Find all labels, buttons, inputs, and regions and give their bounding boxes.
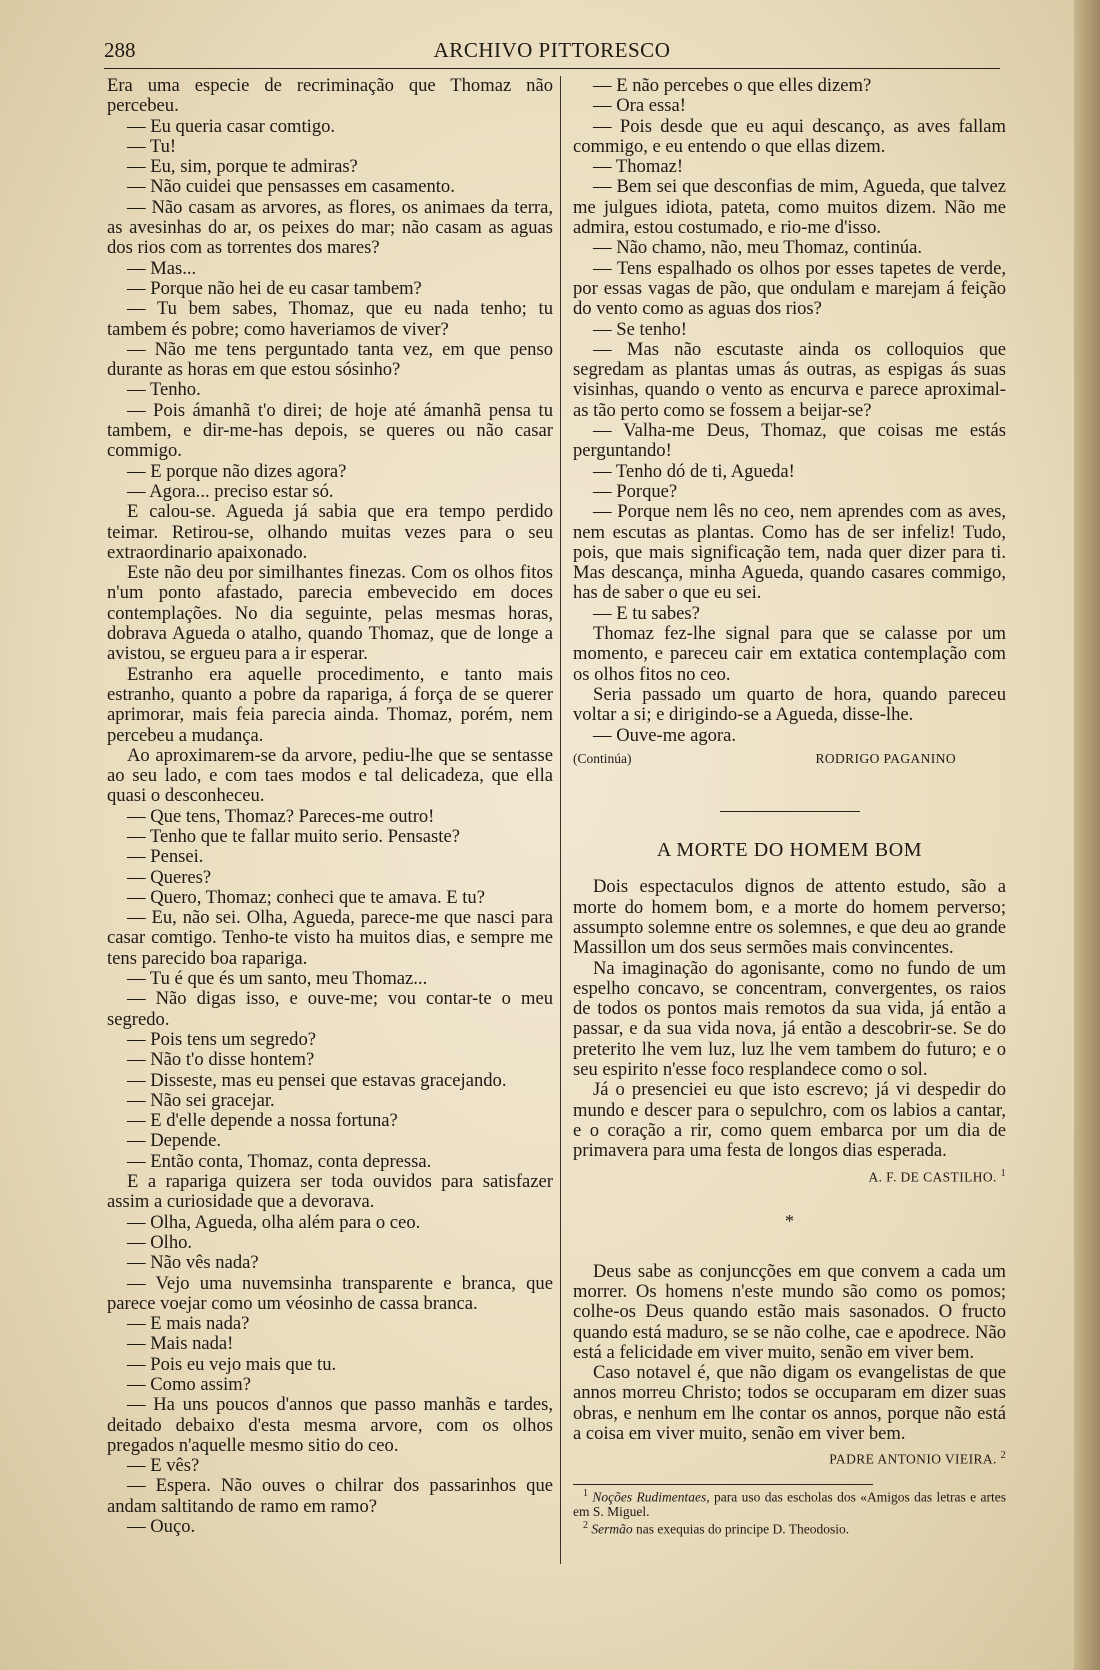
- page-edge: [1074, 0, 1100, 1670]
- left-column: [107, 76, 553, 1537]
- article-paragraph: Dois espectaculos dignos de attento estudo, são a morte do homem bom, e a morte do homem perverso; assumpto solemne entre os solemnes, e que deu ao grande Massillon um dos seus sermões mais convincentes.: [573, 876, 1006, 959]
- column-divider: [560, 76, 561, 1564]
- paragraph: — Não cuidei que pensasses em casamento.: [127, 176, 455, 198]
- article-title: A MORTE DO HOMEM BOM: [656, 839, 923, 862]
- paragraph: Estranho era aquelle procedimento, e tanto mais estranho, quanto a pobre da rapariga, á força de se querer aprimorar, mais feia parecia ainda. Thomaz, porém, nem percebeu a mudança.: [107, 663, 553, 746]
- section-separator: [720, 811, 860, 812]
- asterisk-divider: *: [785, 1211, 794, 1232]
- continued-note: (Continúa): [573, 750, 632, 766]
- paragraph: — Não vês nada?: [127, 1252, 259, 1274]
- paragraph: — Quero, Thomaz; conheci que te amava. E tu?: [127, 886, 485, 908]
- article-paragraph: Deus sabe as conjuncções em que convem a cada um morrer. Os homens n'este mundo são como os pomos; colhe-os Deus quando estão mais sasonados. O fructo quando está maduro, se se não colhe, cae e apodrece. Não está a felicidade em viver muito, senão em viver bem.: [573, 1260, 1006, 1363]
- paragraph: — Tu!: [127, 135, 177, 157]
- right-column: [573, 76, 1006, 1536]
- paragraph: — Se tenho!: [593, 318, 687, 340]
- paragraph: — Depende.: [127, 1130, 221, 1152]
- paragraph: E calou-se. Agueda já sabia que era tempo perdido teimar. Retirou-se, olhando muitas vezes para o seu extraordinario apaixonado.: [107, 501, 553, 563]
- paragraph: Este não deu por similhantes finezas. Com os olhos fitos n'um ponto afastado, parecia embevecido em doces contemplações. No dia seguinte, pelas mesmas horas, dobrava Agueda o atalho, quando Thomaz, que de longe a avistou, se ergueu para a ir esperar.: [107, 562, 553, 665]
- paragraph: — Que tens, Thomaz? Pareces-me outro!: [127, 805, 435, 827]
- paragraph: — E tu sabes?: [593, 602, 700, 624]
- paragraph: — Eu, não sei. Olha, Agueda, parece-me que nasci para casar comtigo. Tenho-te visto ha muitos dias, e sempre me tens parecido boa rapariga.: [107, 907, 553, 969]
- paragraph: — Pois eu vejo mais que tu.: [127, 1353, 337, 1375]
- paragraph: — Ouço.: [127, 1516, 196, 1538]
- paragraph: E a rapariga quizera ser toda ouvidos para satisfazer assim a curiosidade que a devorava.: [107, 1171, 553, 1213]
- paragraph: — Mas não escutaste ainda os colloquios que segredam as plantas umas ás outras, as espigas ás suas visinhas, quando o vento as encurva e parece aproximal-as tão perto como se fossem a beijar-se?: [573, 338, 1006, 421]
- paragraph: — Bem sei que desconfias de mim, Agueda, que talvez me julgues idiota, pateta, como muitos dizem. Não me admira, estou costumado, e rio-me d'isso.: [573, 176, 1006, 239]
- paragraph: — Disseste, mas eu pensei que estavas gracejando.: [127, 1069, 507, 1091]
- article-paragraphs-2: [573, 1262, 1006, 1363]
- paragraph: — Tens espalhado os olhos por esses tapetes de verde, por essas vagas de pão, que ondulam e marejam á feição do vento como as aguas dos rios?: [573, 257, 1006, 320]
- footnote: $^2$ Sermão nas exequias do principe D. Theodosio.: [583, 1519, 850, 1537]
- footnotes: [573, 1487, 1006, 1536]
- paragraph: Thomaz fez-lhe signal para que se calasse por um momento, e pareceu cair em extatica contemplação com os olhos fitos no ceo.: [573, 623, 1006, 685]
- paragraph: — E porque não dizes agora?: [127, 460, 347, 482]
- story-continuation: [573, 76, 1006, 746]
- paragraph: — Como assim?: [127, 1374, 251, 1395]
- footnote: $^1$ Noções Rudimentaes, para uso das escholas dos «Amigos das letras e artes em S. Miguel.: [573, 1488, 1006, 1519]
- paragraph: — Queres?: [127, 866, 212, 888]
- paragraph: — Tu bem sabes, Thomaz, que eu nada tenho; tu tambem és pobre; como haveriamos de viver?: [107, 298, 553, 340]
- paragraph: — Agora... preciso estar só.: [127, 480, 334, 502]
- paragraph: — Porque?: [593, 480, 678, 502]
- page-header: [104, 36, 1000, 69]
- paragraph: — Não t'o disse hontem?: [127, 1049, 315, 1071]
- paragraph: — Não chamo, não, meu Thomaz, continúa.: [593, 237, 923, 259]
- paragraph: — Valha-me Deus, Thomaz, que coisas me estás perguntando!: [573, 420, 1006, 462]
- paragraph: — E vês?: [127, 1455, 200, 1477]
- page-number: 288: [104, 38, 136, 62]
- paragraph: — Olho.: [127, 1231, 193, 1253]
- paragraph: — Pois ámanhã t'o direi; de hoje até ámanhã pensa tu tambem, e dir-me-has depois, se queres ou não casar commigo.: [107, 399, 553, 462]
- paragraph: — E não percebes o que elles dizem?: [593, 75, 872, 96]
- story-author: RODRIGO PAGANINO: [815, 750, 956, 766]
- paragraph: — Eu queria casar comtigo.: [127, 115, 336, 137]
- paragraph: — Ora essa!: [593, 95, 686, 117]
- paragraph: — Mais nada!: [127, 1333, 234, 1355]
- article-paragraph: Na imaginação do agonisante, como no fundo de um espelho concavo, se concentram, convergentes, os raios de todos os pontos mais remotos da sua vida, já então a passar, e da sua vida nova, já então a descobrir-se. Se do preterito lhe vem luz, luz lhe vem tambem do futuro; e o seu espirito n'esse foco resplandece como o sol.: [573, 957, 1006, 1081]
- paragraph: — E d'elle depende a nossa fortuna?: [127, 1110, 398, 1132]
- paragraph: — Não digas isso, e ouve-me; vou contar-te o meu segredo.: [107, 988, 553, 1030]
- running-title: ARCHIVO PITTORESCO: [433, 38, 671, 62]
- paragraph: — Thomaz!: [593, 156, 684, 178]
- article-paragraph-with-author-2: Caso notavel é, que não digam os evangelistas de que annos morreu Christo; todos se occuparam em dizer suas obras, e nenhum em lhe contar os annos, porque não está a coisa em viver muito, senão em viver bem. PADRE ANTONIO VIEIRA. $^2$: [573, 1363, 1006, 1444]
- paragraph: — Pois desde que eu aqui descanço, as aves fallam commigo, e eu entendo o que ellas dizem.: [573, 115, 1006, 157]
- paragraph: — Eu, sim, porque te admiras?: [127, 156, 358, 178]
- paragraph: — Porque não hei de eu casar tambem?: [127, 277, 422, 299]
- paragraph: — Não me tens perguntado tanta vez, em que penso durante as horas em que estou sósinho?: [107, 338, 553, 381]
- article-paragraphs-1: [573, 877, 1006, 1080]
- paragraph: — Não casam as arvores, as flores, os animaes da terra, as avesinhas do ar, os peixes do mar; não casam as aguas dos rios com as torrentes dos mares?: [107, 196, 553, 259]
- paragraph: — Tenho.: [127, 379, 201, 401]
- paragraph: — Ouve-me agora.: [593, 724, 737, 746]
- paragraph: — Olha, Agueda, olha além para o ceo.: [127, 1211, 421, 1233]
- paragraph: — Espera. Não ouves o chilrar dos passarinhos que andam saltitando de ramo em ramo?: [107, 1475, 553, 1517]
- paragraph: — Pois tens um segredo?: [127, 1028, 317, 1050]
- quote-author-castilho: A. F. DE CASTILHO. $^1$: [868, 1167, 1006, 1185]
- paragraph: — Tu é que és um santo, meu Thomaz...: [127, 968, 428, 990]
- paragraph: — Então conta, Thomaz, conta depressa.: [127, 1150, 432, 1172]
- paragraph: Seria passado um quarto de hora, quando pareceu voltar a si; e dirigindo-se a Agueda, disse-lhe.: [573, 683, 1006, 726]
- paragraph: Ao aproximarem-se da arvore, pediu-lhe que se sentasse ao seu lado, e com taes modos e tal delicadeza, que ella quasi o desconheceu.: [107, 744, 553, 807]
- quote-author-vieira: PADRE ANTONIO VIEIRA. $^2$: [829, 1450, 1006, 1467]
- paragraph: — Tenho que te fallar muito serio. Pensaste?: [127, 825, 460, 847]
- paragraph: Era uma especie de recriminação que Thomaz não percebeu.: [107, 75, 553, 117]
- paragraph: — Mas...: [127, 257, 197, 279]
- paragraph: — E mais nada?: [127, 1313, 250, 1335]
- paragraph: — Pensei.: [127, 846, 204, 868]
- paragraph: — Porque nem lês no ceo, nem aprendes com as aves, nem escutas as plantas. Como has de ser infeliz! Tudo, pois, que mais significação tem, nada quer dizer para ti. Mas descança, minha Agueda, quando casares commigo, has de saber o que eu sei.: [573, 501, 1006, 604]
- paragraph: — Ha uns poucos d'annos que passo manhãs e tardes, deitado debaixo d'esta mesma arvore, com os olhos pregados n'aquelle mesmo sitio do ceo.: [107, 1394, 553, 1456]
- story-signature: [573, 749, 1006, 769]
- paragraph: — Vejo uma nuvemsinha transparente e branca, que parece voejar como um véosinho de cassa branca.: [107, 1272, 553, 1314]
- paragraph: — Não sei gracejar.: [127, 1089, 275, 1111]
- article-paragraph-with-author-1: Já o presenciei eu que isto escrevo; já vi despedir do mundo e descer para o sepulchro, com os labios a cantar, e o coração a rir, como quem embarca por um dia de primavera para uma festa de longos dias esperada. A. F. DE CASTILHO. $^1$: [573, 1080, 1006, 1161]
- paragraph: — Tenho dó de ti, Agueda!: [593, 460, 795, 482]
